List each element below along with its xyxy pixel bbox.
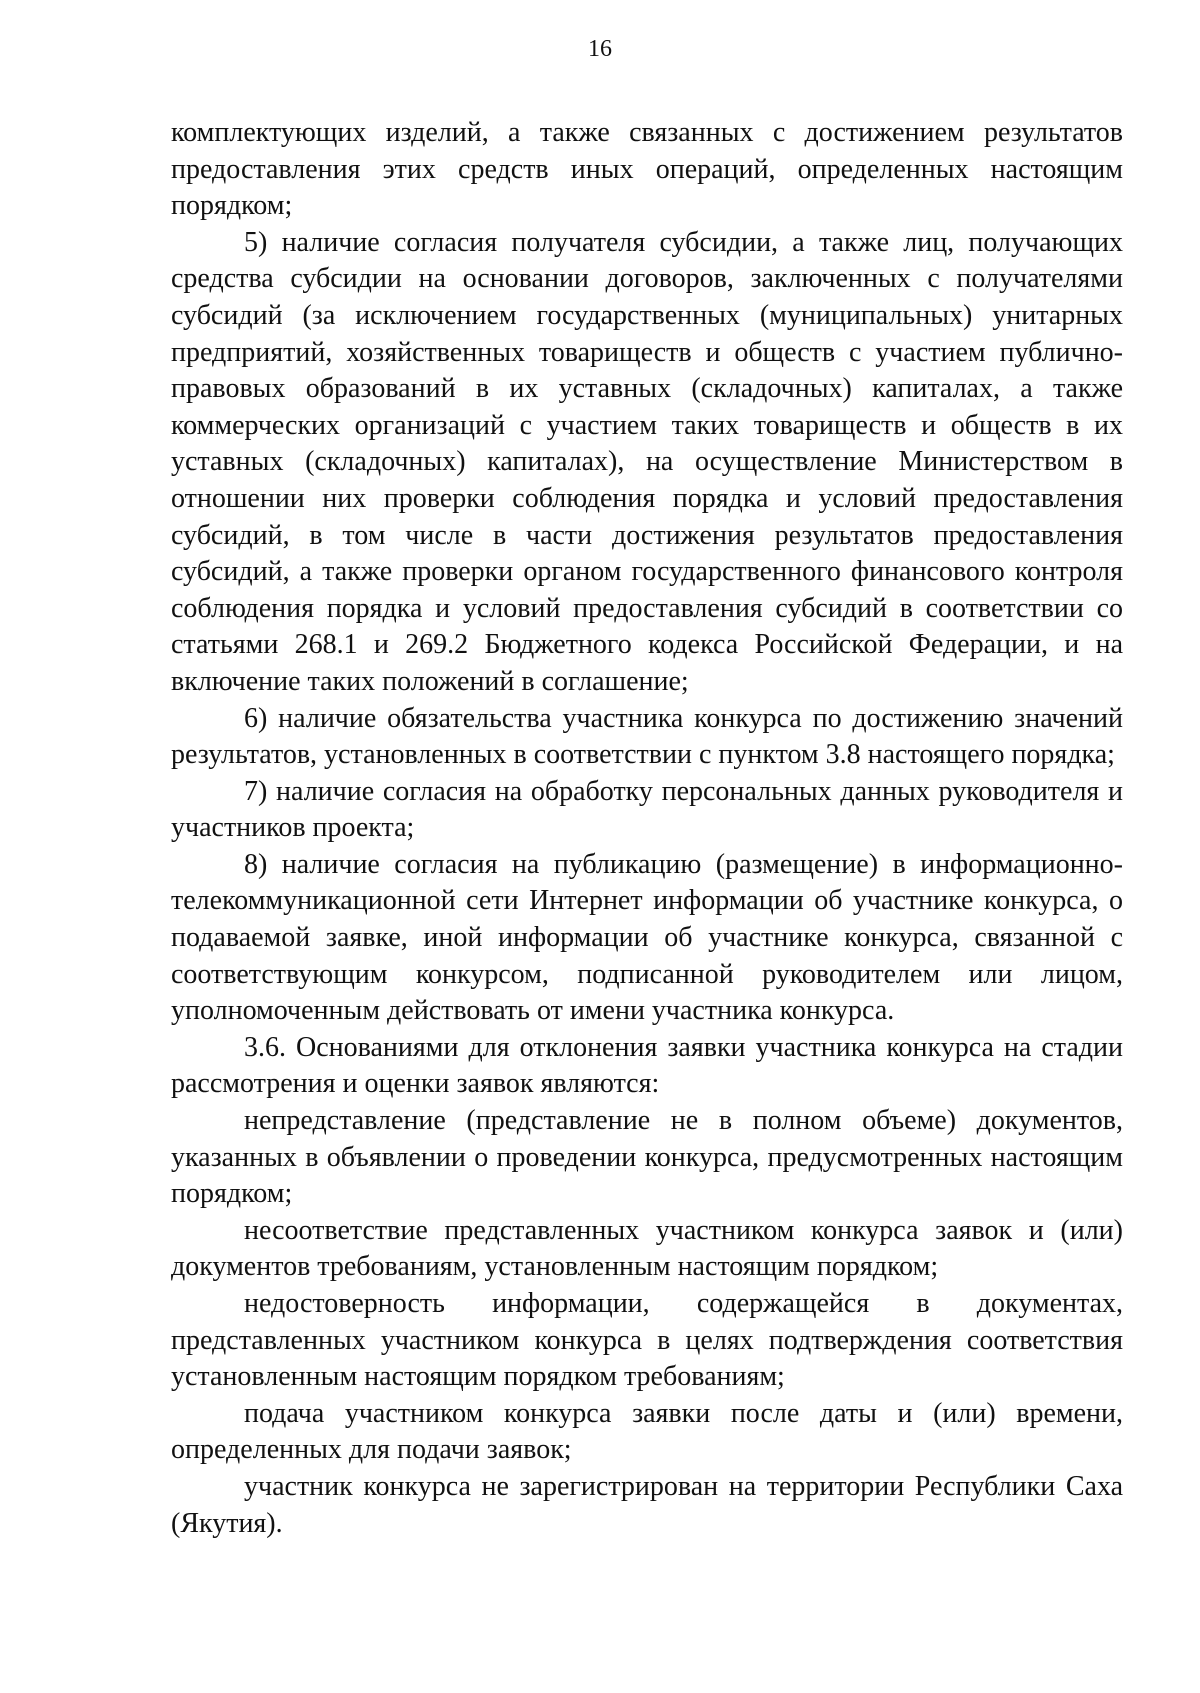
paragraph-item-8: 8) наличие согласия на публикацию (размещение) в информационно-телекоммуникационной сети Интернет информации об участнике конкурса, о подаваемой заявке, иной информации об участнике конкурса, связанной с соответствующим конкурсом, подписанной руководителем или лицом, уполномоченным действовать от имени участника конкурса. bbox=[171, 848, 1123, 1027]
paragraph-rejection-ground-5: участник конкурса не зарегистрирован на территории Республики Саха (Якутия). bbox=[171, 1470, 1123, 1539]
paragraph-section-3-6: 3.6. Основаниями для отклонения заявки участника конкурса на стадии рассмотрения и оценки заявок являются: bbox=[171, 1031, 1123, 1100]
paragraph-rejection-ground-1: непредставление (представление не в полном объеме) документов, указанных в объявлении о проведении конкурса, предусмотренных настоящим порядком; bbox=[171, 1105, 1123, 1210]
document-body bbox=[171, 115, 1123, 1542]
paragraph-rejection-ground-3: недостоверность информации, содержащейся в документах, представленных участником конкурса в целях подтверждения соответствия установленным настоящим порядком требованиям; bbox=[171, 1288, 1123, 1393]
page-number: 16 bbox=[588, 36, 612, 62]
paragraph-rejection-ground-2: несоответствие представленных участником конкурса заявок и (или) документов требованиям, установленным настоящим порядком; bbox=[171, 1214, 1123, 1283]
paragraph-item-7: 7) наличие согласия на обработку персональных данных руководителя и участников проекта; bbox=[171, 775, 1123, 844]
paragraph-continuation: комплектующих изделий, а также связанных с достижением результатов предоставления этих средств иных операций, определенных настоящим порядком; bbox=[171, 117, 1123, 222]
paragraph-item-6: 6) наличие обязательства участника конкурса по достижению значений результатов, установленных в соответствии с пунктом 3.8 настоящего порядка; bbox=[171, 702, 1123, 771]
paragraph-item-5: 5) наличие согласия получателя субсидии, а также лиц, получающих средства субсидии на основании договоров, заключенных с получателями субсидий (за исключением государственных (муниципальных) унитарных предприятий, хозяйственных товариществ и обществ с участием публично-правовых образований в их уставных (складочных) капиталах, а также коммерческих организаций с участием таких товариществ и обществ в их уставных (складочных) капиталах), на осуществление Министерством в отношении них проверки соблюдения порядка и условий предоставления субсидий, в том числе в части достижения результатов предоставления субсидий, а также проверки органом государственного финансового контроля соблюдения порядка и условий предоставления субсидий в соответствии со статьями 268.1 и 269.2 Бюджетного кодекса Российской Федерации, и на включение таких положений в соглашение; bbox=[171, 226, 1123, 697]
paragraph-rejection-ground-4: подача участником конкурса заявки после даты и (или) времени, определенных для подачи заявок; bbox=[171, 1397, 1123, 1466]
